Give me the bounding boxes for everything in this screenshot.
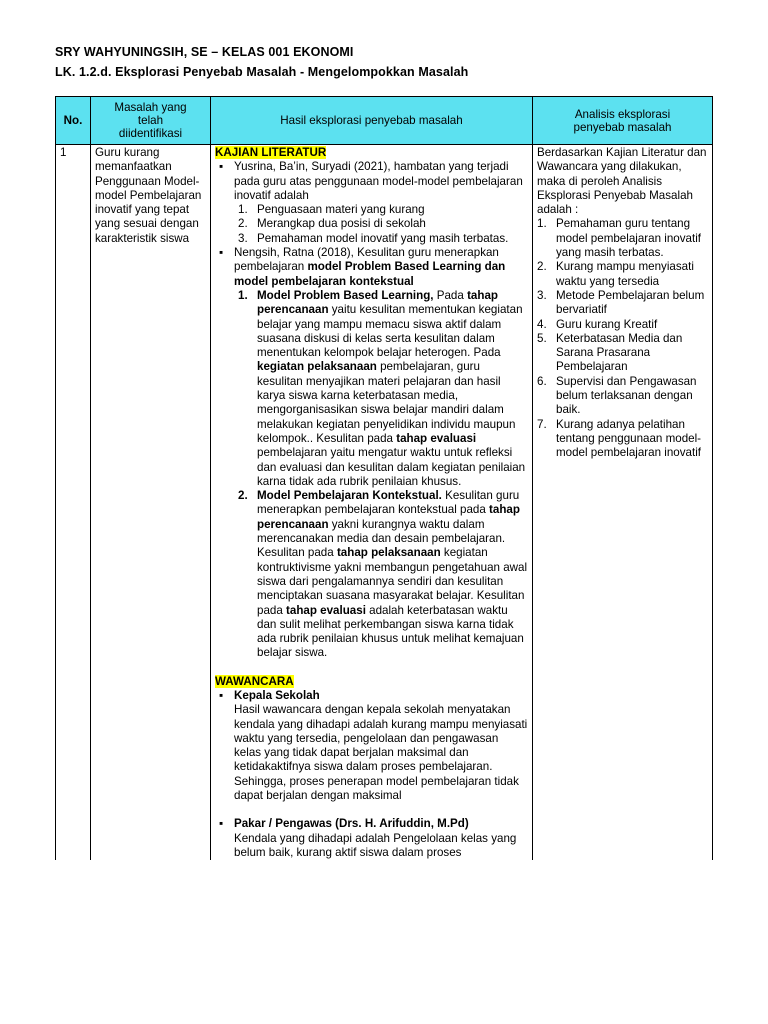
list-item: 1. Penguasaan materi yang kurang [238, 203, 425, 217]
interview-list-2 [215, 817, 528, 860]
literature-list [215, 160, 528, 660]
list-item: 2. Merangkap dua posisi di sekolah [238, 217, 426, 231]
column-header-masalah: Masalah yang telah diidentifikasi [91, 97, 211, 145]
list-item: 2. Kurang mampu menyiasati waktu yang tersedia [537, 260, 694, 288]
column-header-hasil: Hasil eksplorasi penyebab masalah [211, 97, 533, 145]
table-header-row [56, 97, 713, 145]
column-header-analisis: Analisis eksplorasi penyebab masalah [533, 97, 713, 145]
list-item: 3. Metode Pembelajaran belum bervariatif [537, 288, 705, 317]
document-title: LK. 1.2.d. Eksplorasi Penyebab Masalah - Mengelompokkan Masalah [55, 65, 469, 79]
list-item: ▪ Yusrina, Ba’in, Suryadi (2021), hambatan yang terjadi pada guru atas penggunaan model-model pembelajaran inovatif adalah 1. Penguasaan materi yang kurang 2. Merangkap dua posisi di sekolah 3. Pemahaman model inovatif yang masih terbatas. [215, 160, 528, 246]
wawancara-heading: WAWANCARA [215, 674, 294, 688]
list-item: 1. Model Problem Based Learning, Pada tahap perencanaan yaitu kesulitan mementukan kegiatan belajar yang mampu memacu siswa aktif dalam suasana diskusi di kelas serta kesulitan dalam menentukan kelompok belajar heterogen. Pada kegiatan pelaksanaan pembelajaran, guru kesulitan menyajikan materi pelajaran dan hasil karya siswa karna keterbatasan media, mengorganisasikan siswa belajar mandiri dalam melakukan kegiatan penyelidikan individu maupun kelompok.. Kesulitan pada tahap evaluasi pembelajaran yaitu mengatur waktu untuk refleksi dan evaluasi dan kesulitan dalam kegiatan penilaian karna tidak ada rubrik penilaian khusus. [238, 288, 526, 488]
cell-analisis: Berdasarkan Kajian Literatur dan Wawancara yang dilakukan, maka di peroleh Analisis Eksplorasi Penyebab Masalah adalah : 1. Pemahaman guru tentang model pembelajaran inovatif yang masih terbatas. 2. Kurang mampu menyiasati waktu yang tersedia 3. Metode Pembelajaran belum bervariatif 4. Guru kurang Kreatif 5. Keterbatasan Media dan Sarana Prasarana Pembelajaran 6. Supervisi dan Pengawasan belum terlaksanan dengan baik. 7. Kurang adanya pelatihan tentang penggunaan model-model pembelajaran inovatif [533, 145, 713, 861]
list-item: 3. Pemahaman model inovatif yang masih terbatas. [238, 231, 509, 245]
analysis-list [537, 217, 708, 460]
obstacle-list [234, 203, 528, 246]
cell-hasil [211, 145, 533, 861]
list-item: 1. Pemahaman guru tentang model pembelajaran inovatif yang masih terbatas. [537, 217, 702, 260]
cell-no: 1 [56, 145, 91, 861]
list-item: ▪ Nengsih, Ratna (2018), Kesulitan guru menerapkan pembelajaran model Problem Based Learning dan model pembelajaran kontekstual 1. Model Problem Based Learning, Pada tahap perencanaan yaitu kesulitan mementukan kegiatan belajar yang mampu memacu siswa aktif dalam suasana diskusi di kelas serta kesulitan dalam menentukan kelompok belajar heterogen. Pada kegiatan pelaksanaan pembelajaran, guru kesulitan menyajikan materi pelajaran dan hasil karya siswa karna keterbatasan media, mengorganisasikan siswa belajar mandiri dalam melakukan kegiatan penyelidikan individu maupun kelompok.. Kesulitan pada tahap evaluasi pembelajaran yaitu mengatur waktu untuk refleksi dan evaluasi dan kesulitan dalam kegiatan penilaian karna tidak ada rubrik penilaian khusus. 2. Model Pembelajaran Kontekstual. Kesulitan guru menerapkan pembelajaran kontekstual pada tahap perencanaan yakni kurangnya waktu dalam merencanakan media dan desain pembelajaran. Kesulitan pada tahap pelaksanaan kegiatan kontruktivisme yakni membangun pengetahuan awal siswa dari pengalamannya sendiri dan kesulitan menciptakan suasana masyarakat belajar. Kesulitan pada tahap evaluasi adalah keterbatasan waktu dan sulit melihat perkembangan siswa karna tidak ada rubrik penilaian khusus untuk melihat kemajuan belajar siswa. [215, 246, 528, 661]
model-list [234, 289, 528, 661]
list-item: 7. Kurang adanya pelatihan tentang penggunaan model-model pembelajaran inovatif [537, 417, 702, 460]
cell-masalah: Guru kurang memanfaatkan Penggunaan Model-model Pembelajaran inovatif yang tepat yang sesuai dengan karakteristik siswa [91, 145, 211, 861]
list-item: ▪ Kepala Sekolah Hasil wawancara dengan kepala sekolah menyatakan kendala yang dihadapi adalah kurang mampu menyiasati waktu yang tersedia, pengelolaan dan pengawasan kelas yang tidak dapat berjalan maksimal dan ketidakaktifnya siswa dalam proses pembelajaran. Sehingga, proses penerapan model pembelajaran tidak dapat berjalan dengan maksimal [215, 689, 528, 803]
kajian-literatur-heading: KAJIAN LITERATUR [215, 146, 327, 159]
list-item: 4. Guru kurang Kreatif [537, 317, 658, 331]
column-header-no: No. [56, 97, 91, 145]
list-item: ▪ Pakar / Pengawas (Drs. H. Arifuddin, M.Pd) Kendala yang dihadapi adalah Pengelolaan kelas yang belum baik, kurang aktif siswa dalam proses [215, 817, 528, 860]
interview-list [215, 689, 528, 803]
document-author-line: SRY WAHYUNINGSIH, SE – KELAS 001 EKONOMI [55, 45, 354, 59]
table-row [56, 145, 713, 861]
list-item: 5. Keterbatasan Media dan Sarana Prasarana Pembelajaran [537, 331, 683, 374]
exploration-table [55, 96, 713, 860]
list-item: 2. Model Pembelajaran Kontekstual. Kesulitan guru menerapkan pembelajaran kontekstual pada tahap perencanaan yakni kurangnya waktu dalam merencanakan media dan desain pembelajaran. Kesulitan pada tahap pelaksanaan kegiatan kontruktivisme yakni membangun pengetahuan awal siswa dari pengalamannya sendiri dan kesulitan menciptakan suasana masyarakat belajar. Kesulitan pada tahap evaluasi adalah keterbatasan waktu dan sulit melihat perkembangan siswa karna tidak ada rubrik penilaian khusus untuk melihat kemajuan belajar siswa. [238, 489, 528, 660]
list-item: 6. Supervisi dan Pengawasan belum terlaksanan dengan baik. [537, 374, 697, 417]
